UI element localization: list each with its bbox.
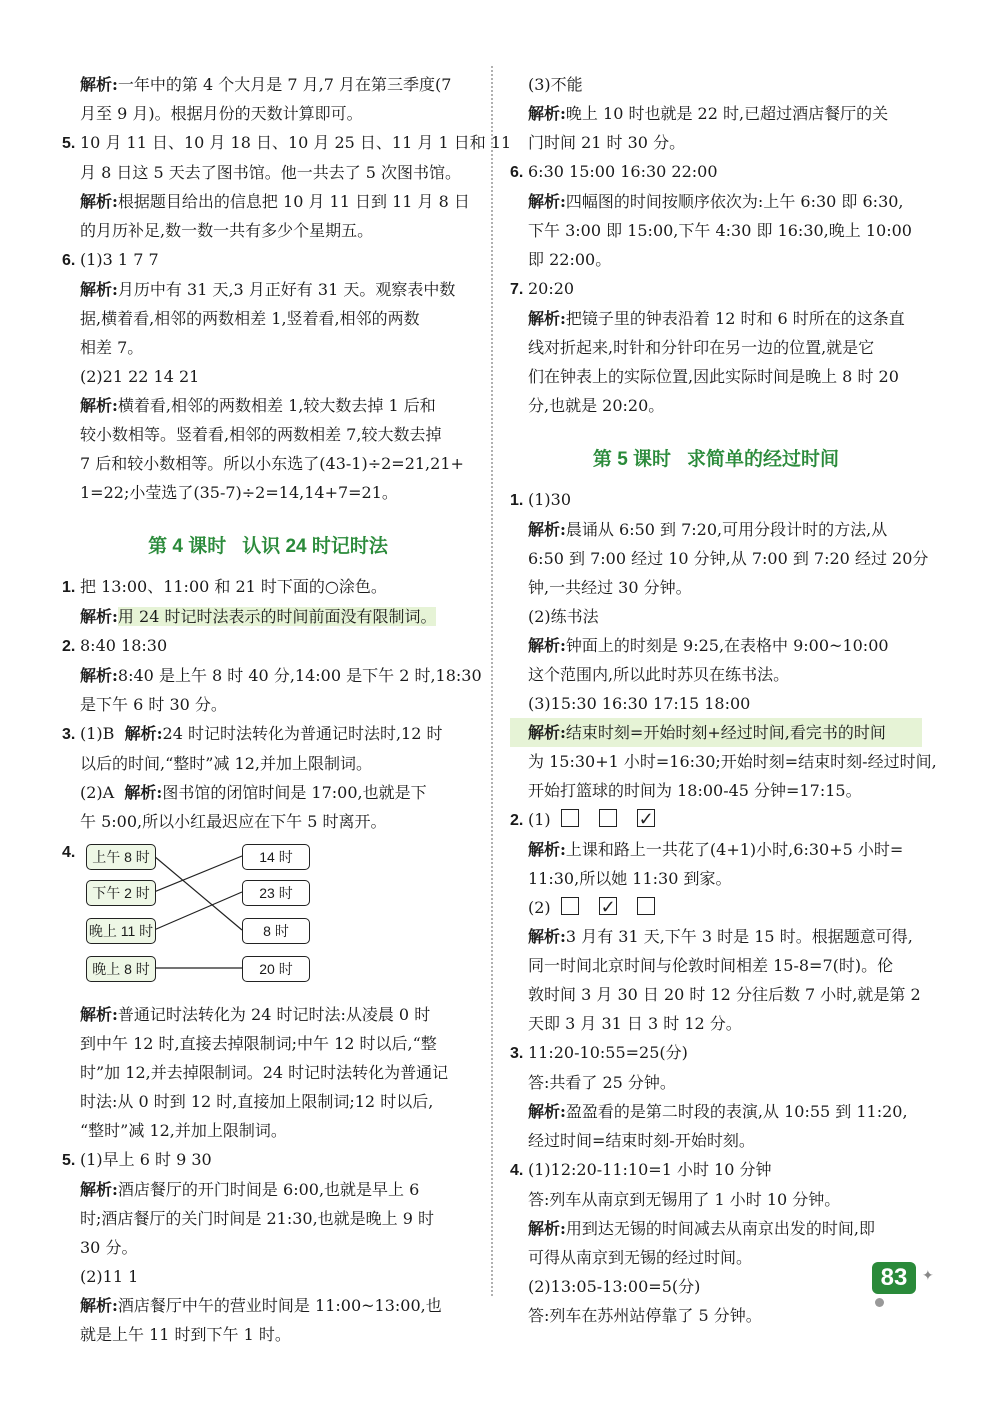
explanation: 们在钟表上的实际位置,因此实际时间是晚上 8 时 20 [528, 367, 899, 386]
answer-line: (2)13:05-13:00=5(分) [528, 1277, 701, 1296]
explanation: 以后的时间,“整时”减 12,并加上限制词。 [80, 754, 372, 773]
explanation: 解析:8:40 是上午 8 时 40 分,14:00 是下午 2 时,18:30 [80, 666, 482, 685]
checkbox-empty [637, 897, 655, 915]
match-left-item: 晚上 8 时 [86, 956, 156, 982]
explanation: 时;酒店餐厅的关门时间是 21:30,也就是晚上 9 时 [80, 1209, 435, 1228]
explanation: 解析:盈盈看的是第二时段的表演,从 10:55 到 11:20, [528, 1102, 908, 1121]
lesson5-q1: 1. (1)30 [510, 490, 572, 509]
explanation: 解析:结束时刻=开始时刻+经过时间,看完书的时间 [510, 718, 922, 747]
explanation: 门时间 21 时 30 分。 [528, 133, 686, 152]
question-5: 5. 10 月 11 日、10 月 18 日、10 月 25 日、11 月 1 日和 11 [62, 133, 512, 152]
spacer [62, 836, 474, 840]
answer-line: 月至 9 月)。根据月份的天数计算即可。 [80, 104, 363, 123]
lesson5-q3: 3. 11:20-10:55=25(分) [510, 1043, 688, 1062]
lesson4-q3: 3. (1)B 解析:24 时记时法转化为普通记时法时,12 时 [62, 724, 443, 743]
explanation: 较小数相等。竖着看,相邻的两数相差 7,较大数去掉 [80, 425, 442, 444]
checkbox-empty [561, 897, 579, 915]
question-6: 6. 6:30 15:00 16:30 22:00 [510, 162, 718, 181]
explanation: 钟,一共经过 30 分钟。 [528, 578, 692, 597]
match-right-item: 14 时 [242, 844, 310, 870]
explanation: 到中午 12 时,直接去掉限制词;中午 12 时以后,“整 [80, 1034, 437, 1053]
checkbox-empty [561, 809, 579, 827]
answer-line: (2)21 22 14 21 [80, 367, 200, 386]
explanation: 解析:酒店餐厅中午的营业时间是 11:00~13:00,也 [80, 1296, 442, 1315]
matching-diagram [62, 844, 474, 994]
explanation: 解析:四幅图的时间按顺序依次为:上午 6:30 即 6:30, [528, 192, 904, 211]
match-right-item: 8 时 [242, 918, 310, 944]
answer-line: 答:共看了 25 分钟。 [528, 1073, 676, 1092]
column-divider [491, 66, 493, 1296]
explanation: 解析:酒店餐厅的开门时间是 6:00,也就是早上 6 [80, 1180, 420, 1199]
explanation: 解析:3 月有 31 天,下午 3 时是 15 时。根据题意可得, [528, 927, 913, 946]
explanation: 6:50 到 7:00 经过 10 分钟,从 7:00 到 7:20 经过 20分 [528, 549, 929, 568]
match-right-item: 23 时 [242, 880, 310, 906]
answer-line: 月 8 日这 5 天去了图书馆。他一共去了 5 次图书馆。 [80, 163, 462, 182]
explanation: 11:30,所以她 11:30 到家。 [528, 869, 732, 888]
question-6: 6. (1)3 1 7 7 [62, 250, 159, 269]
explanation: 的月历补足,数一数一共有多少个星期五。 [80, 221, 374, 240]
explanation: 分,也就是 20:20。 [528, 396, 665, 415]
explanation: 为 15:30+1 小时=16:30;开始时刻=结束时刻-经过时间, [528, 752, 937, 771]
explanation: 解析:根据题目给出的信息把 10 月 11 日到 11 月 8 日 [80, 192, 470, 211]
star-icon: ✦ [922, 1268, 934, 1284]
checkbox-checked [637, 809, 655, 827]
match-line [154, 856, 242, 892]
explanation: 经过时间=结束时刻-开始时刻。 [528, 1131, 755, 1150]
question-number: 4. [62, 844, 76, 861]
match-left-item: 上午 8 时 [86, 844, 156, 870]
explanation: 敦时间 3 月 30 日 20 时 12 分往后数 7 小时,就是第 2 [528, 985, 921, 1004]
explanation: 相差 7。 [80, 338, 144, 357]
answer-line: (3)15:30 16:30 17:15 18:00 [528, 694, 751, 713]
explanation: 解析:晨诵从 6:50 到 7:20,可用分段计时的方法,从 [528, 520, 888, 539]
answer-line: (3)不能 [528, 75, 583, 94]
answer-line: 答:列车在苏州站停靠了 5 分钟。 [528, 1306, 762, 1325]
explanation: 同一时间北京时间与伦敦时间相差 15-8=7(时)。伦 [528, 956, 894, 975]
checkbox-checked [599, 897, 617, 915]
explanation: 时法:从 0 时到 12 时,直接加上限制词;12 时以后, [80, 1092, 434, 1111]
explanation: 解析:上课和路上一共花了(4+1)小时,6:30+5 小时= [528, 840, 904, 859]
explanation: 时”加 12,并去掉限制词。24 时记时法转化为普通记 [80, 1063, 449, 1082]
question-7: 7. 20:20 [510, 279, 575, 298]
explanation: 解析:用到达无锡的时间减去从南京出发的时间,即 [528, 1219, 876, 1238]
explanation: 7 后和较小数相等。所以小东选了(43-1)÷2=21,21+ [80, 454, 464, 473]
explanation: 30 分。 [80, 1238, 138, 1257]
match-right-item: 20 时 [242, 956, 310, 982]
page-number: 83 [872, 1262, 916, 1294]
explanation: 解析:普通记时法转化为 24 时记时法:从凌晨 0 时 [80, 1005, 431, 1024]
lesson-5-heading: 第 5 课时 求简单的经过时间 [592, 449, 840, 470]
explanation: 就是上午 11 时到下午 1 时。 [80, 1325, 291, 1344]
explanation: 下午 3:00 即 15:00,下午 4:30 即 16:30,晚上 10:00 [528, 221, 912, 240]
lesson5-q2: 2. (1)✓ [510, 805, 922, 835]
answer-line: (2)11 1 [80, 1267, 139, 1286]
explanation: 天即 3 月 31 日 3 时 12 分。 [528, 1014, 742, 1033]
explanation: “整时”减 12,并加上限制词。 [80, 1121, 287, 1140]
lesson4-q5: 5. (1)早上 6 时 9 30 [62, 1150, 212, 1169]
explanation: 1=22;小莹选了(35-7)÷2=14,14+7=21。 [80, 483, 398, 502]
left-column [62, 70, 512, 1349]
match-line [154, 856, 242, 930]
match-left-item: 下午 2 时 [86, 880, 156, 906]
explanation: 可得从南京到无锡的经过时间。 [528, 1248, 753, 1267]
explanation: 解析:把镜子里的钟表沿着 12 时和 6 时所在的这条直 [528, 309, 905, 328]
match-left-item: 晚上 11 时 [86, 918, 156, 944]
explanation: 是下午 6 时 30 分。 [80, 695, 227, 714]
explanation: 解析:钟面上的时刻是 9:25,在表格中 9:00~10:00 [528, 636, 889, 655]
answer-line: (2)A 解析:图书馆的闭馆时间是 17:00,也就是下 [80, 783, 427, 802]
explanation: 开始打篮球的时间为 18:00-45 分钟=17:15。 [528, 781, 862, 800]
answer-line: 答:列车从南京到无锡用了 1 小时 10 分钟。 [528, 1190, 841, 1209]
lesson-4-heading: 第 4 课时 认识 24 时记时法 [148, 536, 388, 557]
lesson5-q4: 4. (1)12:20-11:10=1 小时 10 分钟 [510, 1160, 772, 1179]
explanation: 即 22:00。 [528, 250, 612, 269]
lesson4-q2: 2. 8:40 18:30 [62, 636, 168, 655]
explanation: 解析:晚上 10 时也就是 22 时,已超过酒店餐厅的关 [528, 104, 889, 123]
decorative-dot [875, 1298, 884, 1307]
explanation: 据,横着看,相邻的两数相差 1,竖着看,相邻的两数 [80, 309, 420, 328]
checkbox-empty [599, 809, 617, 827]
explanation: 解析:横着看,相邻的两数相差 1,较大数去掉 1 后和 [80, 396, 436, 415]
answer-line: (2)练书法 [528, 607, 599, 626]
answer-line: (2)✓ [510, 893, 922, 922]
match-line [154, 892, 242, 930]
lesson4-q1: 1. 把 13:00、11:00 和 21 时下面的○涂色。 [62, 577, 387, 596]
explanation: 解析:月历中有 31 天,3 月正好有 31 天。观察表中数 [80, 280, 456, 299]
explanation: 线对折起来,时针和分针印在另一边的位置,就是它 [528, 338, 875, 357]
explanation: 解析:用 24 时记时法表示的时间前面没有限制词。 [80, 607, 437, 626]
answer-line: 解析:一年中的第 4 个大月是 7 月,7 月在第三季度(7 [80, 75, 452, 94]
right-column [510, 70, 937, 1330]
explanation: 午 5:00,所以小红最迟应在下午 5 时离开。 [80, 812, 387, 831]
explanation: 这个范围内,所以此时苏贝在练书法。 [528, 665, 790, 684]
